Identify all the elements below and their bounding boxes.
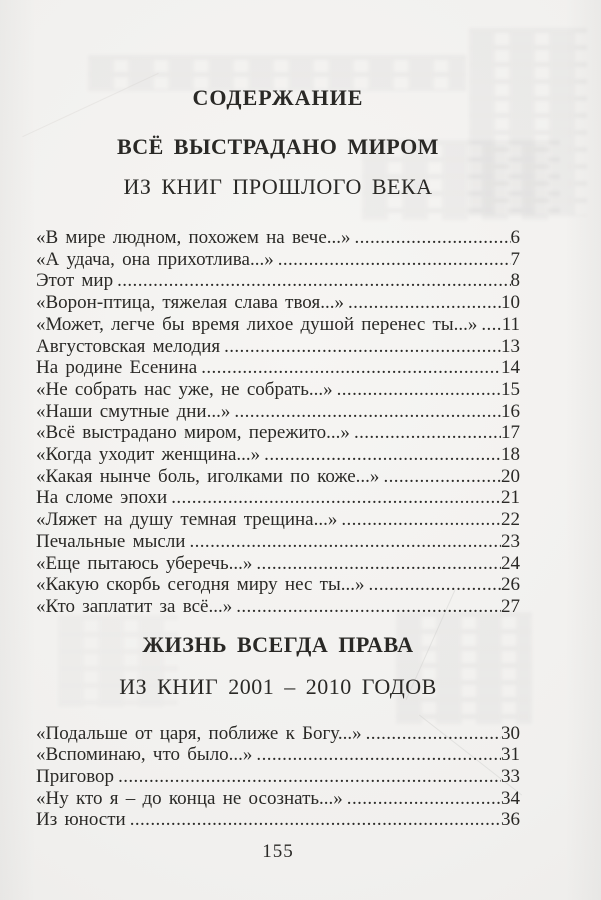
toc-entry xyxy=(36,401,520,423)
dot-leader xyxy=(256,553,501,575)
dot-leader xyxy=(171,487,501,509)
entry-title: На родине Есенина xyxy=(36,357,198,379)
toc-entry xyxy=(36,553,520,575)
entry-title: «Когда уходит женщина...» xyxy=(36,444,261,466)
entry-title: На сломе эпохи xyxy=(36,487,168,509)
entry-page: 10 xyxy=(501,292,520,314)
toc-entry xyxy=(36,596,520,618)
dot-leader xyxy=(355,227,511,249)
dot-leader xyxy=(337,379,501,401)
entry-title: Печальные мысли xyxy=(36,530,186,552)
dot-leader xyxy=(224,336,501,358)
toc-entry xyxy=(36,379,520,401)
entry-page: 36 xyxy=(501,809,520,831)
dot-leader xyxy=(354,422,501,444)
toc-entry xyxy=(36,314,520,336)
toc-entry xyxy=(36,249,520,271)
entry-page: 16 xyxy=(501,400,520,422)
entry-title: «Подальше от царя, поближе к Богу...» xyxy=(36,722,362,744)
toc-entry xyxy=(36,809,520,831)
entry-page: 20 xyxy=(501,465,520,487)
toc-entry xyxy=(36,509,520,531)
section-2001-2010 xyxy=(36,633,520,832)
section-subtitle: ИЗ КНИГ ПРОШЛОГО ВЕКА xyxy=(123,174,433,199)
entry-title: «А удача, она прихотлива...» xyxy=(36,248,274,270)
section-subtitle: ИЗ КНИГ 2001 – 2010 ГОДОВ xyxy=(119,673,437,699)
section-title: ЖИЗНЬ ВСЕГДА ПРАВА xyxy=(142,631,414,657)
entry-title: «Ворон-птица, тяжелая слава твоя...» xyxy=(36,292,344,314)
entry-page: 22 xyxy=(501,509,520,531)
entry-page: 31 xyxy=(501,744,520,766)
dot-leader xyxy=(341,509,501,531)
page-number: 155 xyxy=(262,841,294,863)
entry-page: 30 xyxy=(501,722,520,744)
entry-page: 17 xyxy=(501,422,520,444)
entry-page: 26 xyxy=(501,574,520,596)
entry-title: «Кто заплатит за всё...» xyxy=(36,595,233,617)
dot-leader xyxy=(369,574,501,596)
toc-entry xyxy=(36,466,520,488)
entry-title: «Может, легче бы время лихое душой перенес ты...» xyxy=(36,313,478,335)
entry-title: Августовская мелодия xyxy=(36,335,221,357)
toc-entry xyxy=(36,788,520,810)
entry-page: 6 xyxy=(510,227,520,248)
toc-entry xyxy=(36,292,520,314)
entry-title: «Не собрать нас уже, не собрать...» xyxy=(36,378,333,400)
dot-leader xyxy=(366,723,501,745)
entry-title: «Какая нынче боль, иголками по коже...» xyxy=(36,465,380,487)
toc-entry xyxy=(36,270,520,292)
toc-entry xyxy=(36,766,520,788)
entry-title: Приговор xyxy=(36,766,115,788)
entry-list xyxy=(36,227,520,618)
section-past-century xyxy=(36,135,520,618)
dot-leader xyxy=(117,270,510,292)
entry-page: 13 xyxy=(501,335,520,357)
dot-leader xyxy=(264,444,501,466)
entry-page: 11 xyxy=(501,313,520,335)
toc-entry xyxy=(36,487,520,509)
entry-title: «Ляжет на душу темная трещина...» xyxy=(36,509,338,531)
toc-entry xyxy=(36,336,520,358)
entry-page: 21 xyxy=(501,487,520,509)
entry-page: 7 xyxy=(510,248,520,270)
dot-leader xyxy=(347,788,501,810)
dot-leader xyxy=(201,357,501,379)
entry-title: «Наши смутные дни...» xyxy=(36,400,231,422)
entry-page: 27 xyxy=(501,595,520,617)
entry-title: «Еще пытаюсь уберечь...» xyxy=(36,552,253,574)
entry-page: 15 xyxy=(501,378,520,400)
toc-title: СОДЕРЖАНИЕ xyxy=(192,85,364,110)
dot-leader xyxy=(348,292,501,314)
dot-leader xyxy=(383,466,501,488)
entry-page: 14 xyxy=(501,357,520,379)
toc-entry xyxy=(36,357,520,379)
entry-list xyxy=(36,723,520,832)
dot-leader xyxy=(236,596,501,618)
entry-title: «Ну кто я – до конца не осознать...» xyxy=(36,787,343,809)
entry-page: 18 xyxy=(501,444,520,466)
section-title: ВСЁ ВЫСТРАДАНО МИРОМ xyxy=(117,134,439,159)
entry-page: 24 xyxy=(501,552,520,574)
dot-leader xyxy=(256,744,501,766)
entry-page: 23 xyxy=(501,530,520,552)
dot-leader xyxy=(118,766,501,788)
dot-leader xyxy=(234,401,501,423)
toc-entry xyxy=(36,574,520,596)
toc-entry xyxy=(36,444,520,466)
dot-leader xyxy=(189,531,501,553)
dot-leader xyxy=(130,809,501,831)
toc-entry xyxy=(36,227,520,249)
entry-page: 34 xyxy=(501,787,520,809)
toc-entry xyxy=(36,422,520,444)
entry-page: 8 xyxy=(510,270,520,292)
dot-leader xyxy=(278,249,511,271)
entry-title: «В мире людном, похожем на вече...» xyxy=(36,227,351,248)
entry-title: Этот мир xyxy=(36,270,114,292)
toc-content xyxy=(36,0,520,863)
entry-title: Из юности xyxy=(36,809,126,831)
toc-entry xyxy=(36,744,520,766)
toc-entry xyxy=(36,723,520,745)
entry-title: «Всё выстрадано миром, пережито...» xyxy=(36,422,350,444)
entry-page: 33 xyxy=(501,766,520,788)
entry-title: «Какую скорбь сегодня миру нес ты...» xyxy=(36,574,365,596)
entry-title: «Вспоминаю, что было...» xyxy=(36,744,253,766)
toc-entry xyxy=(36,531,520,553)
dot-leader xyxy=(481,314,501,336)
